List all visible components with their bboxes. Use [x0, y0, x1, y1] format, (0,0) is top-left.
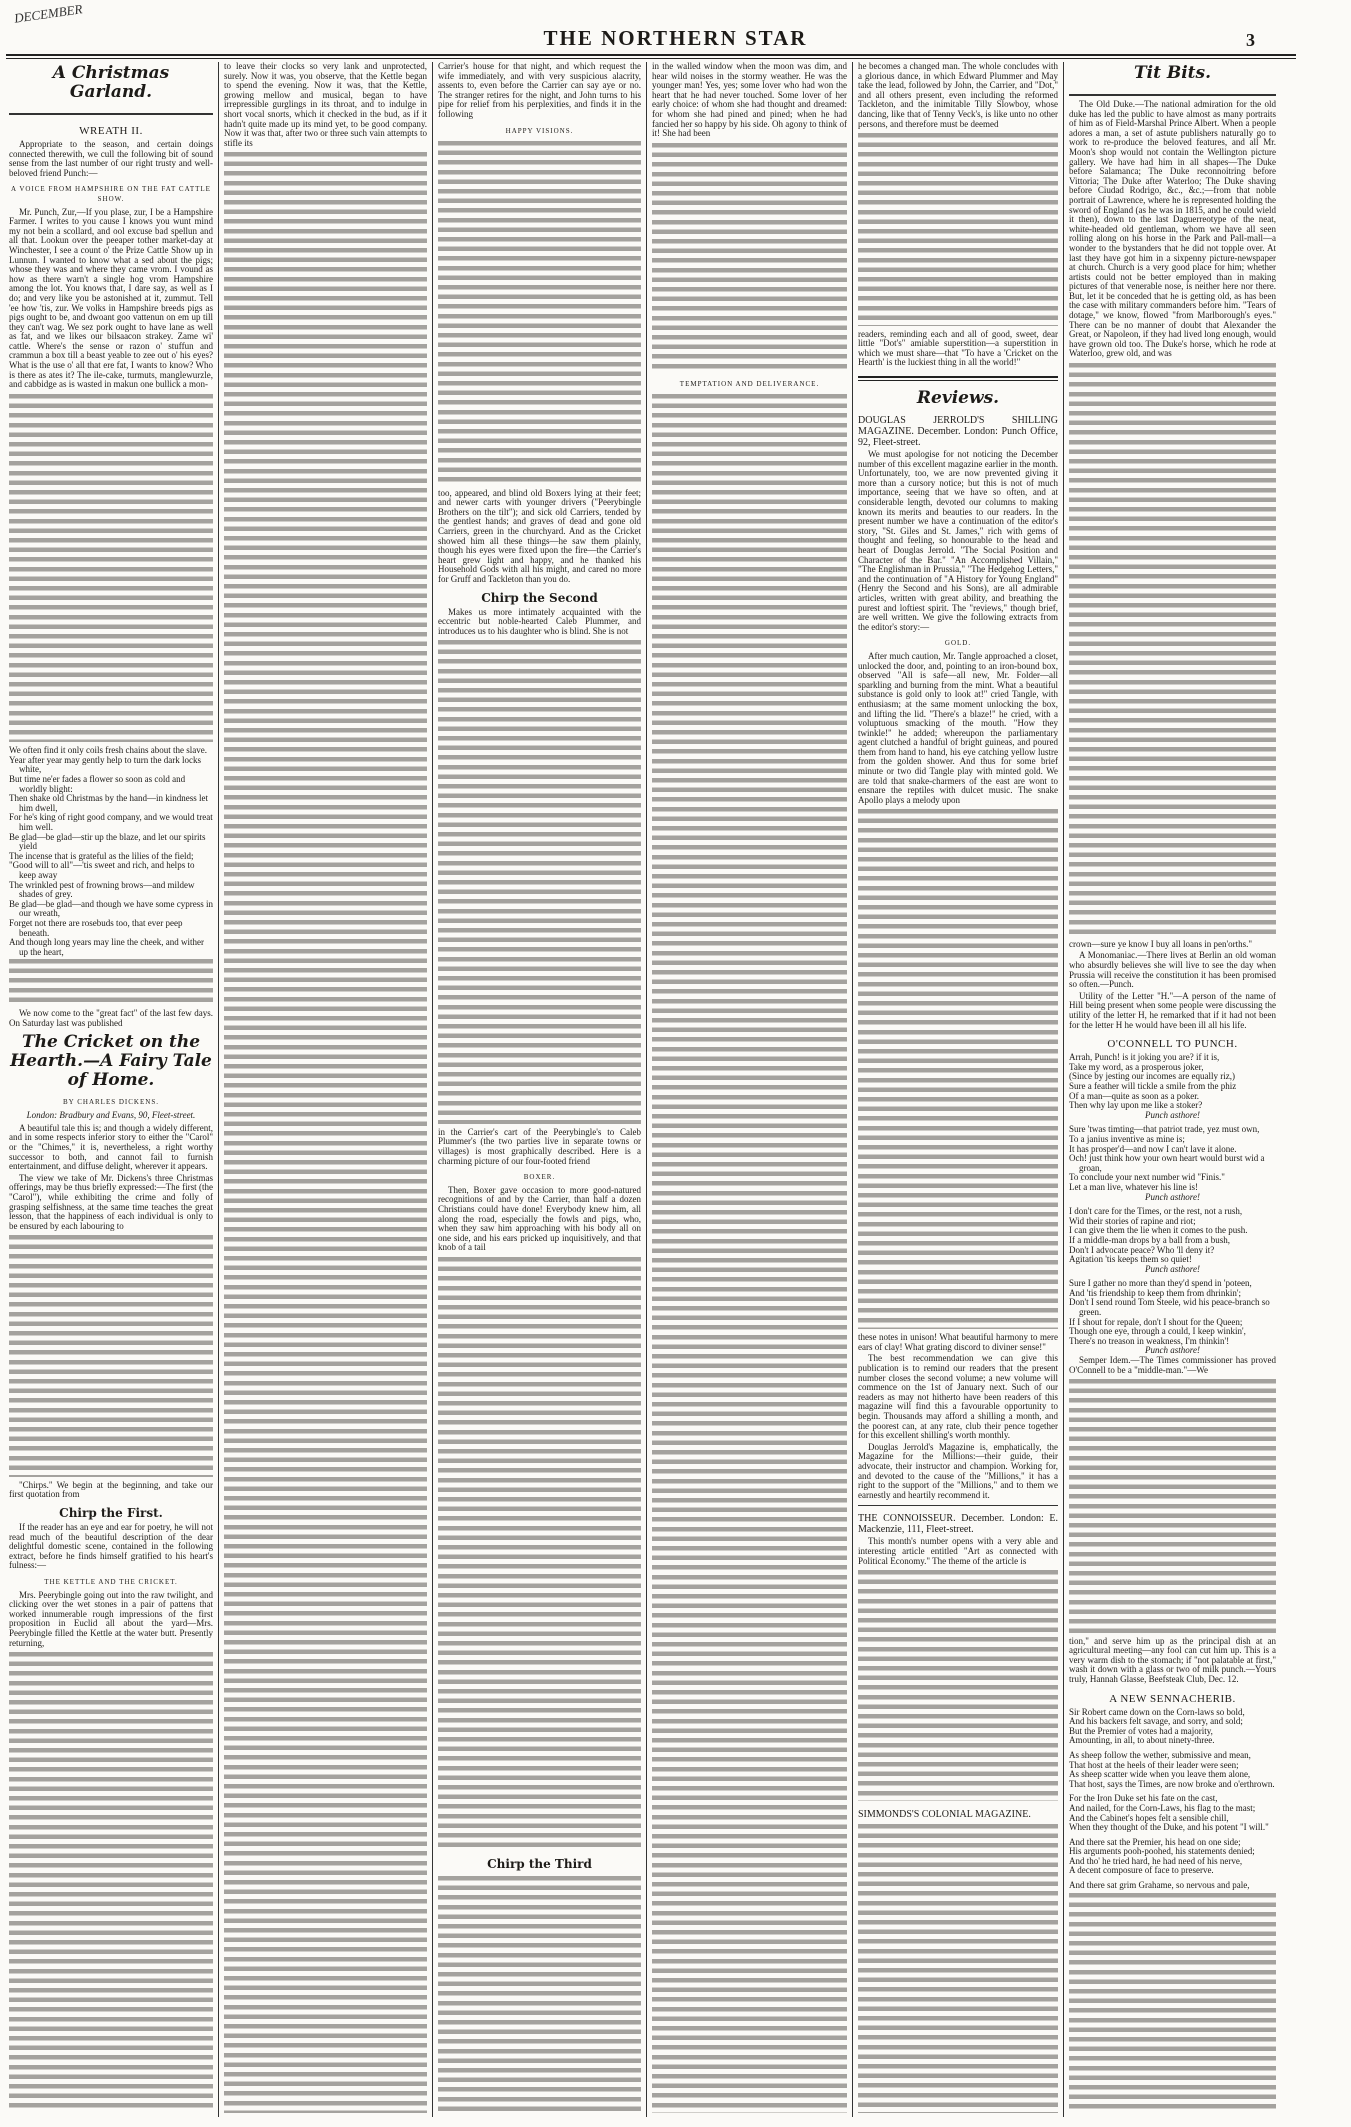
extract-title: TEMPTATION AND DELIVERANCE. — [679, 379, 820, 388]
review-heading: THE CONNOISSEUR. December. London: E. Mackenzie, 111, Fleet-street. — [858, 1513, 1058, 1536]
illegible-text-block — [438, 141, 641, 484]
review-paragraph: After much caution, Mr. Tangle approached a closet, unlocked the door, and, pointing to an iron-bound box, observed "All is safe—all new, Mr. Folder—all sparkling and burning from the mint. What a beautiful substance is gold only to look at!" cried Tangle, with enthusiasm; at the same moment unlocking the box, and lifting the lid. "There's a blaze!" he cried, with a voluptuous smacking of the mouth. "How they twinkle!" he added; whereupon the parliamentary agent clutched a handful of bright guineas, and poured them from hand to hand, his eye catching yellow lustre from the golden shower. And thus for some brief minute or two did Tangle play with minted gold. We are told that snake-charmers of the east are wont to ensnare the reptiles with dulcet music. The snake Apollo plays a melody upon — [858, 650, 1058, 805]
poem-line: The wrinkled pest of frowning brows—and mildew shades of grey. — [9, 879, 195, 900]
illegible-text-block — [224, 152, 427, 2113]
sennacherib-poem — [1069, 1708, 1276, 1891]
poem-line: Forget not there are rosebuds too, that ever peep beneath. — [9, 917, 183, 938]
poem-line: Sure I gather no more than they'd spend in 'poteen, — [1069, 1278, 1252, 1289]
tit-bit-paragraph: A Monomaniac.—There lives at Berlin an old woman who absurdly believes she will live to see the day when Prussia will receive the constitution it has been promised so often.—Punch. — [1069, 950, 1276, 990]
oconnell-poem — [1069, 1053, 1276, 1356]
illegible-text-block — [9, 394, 213, 742]
poem-line: That host, says the Times, are now broke and o'erthrown. — [1069, 1778, 1275, 1789]
column-1 — [4, 62, 218, 2117]
illegible-text-block — [1069, 1379, 1276, 1632]
article-paragraph: Then, Boxer gave occasion to more good-natured recognitions of and by the Carrier, than half a dozen Christians could have done! Everybody knew him, all along the road, especially the fowls and pigs, who, when they saw him approaching with his body all on one side, and his ears pricked up inquisitively, and that knob of a tail — [438, 1184, 641, 1253]
poem-line: There's no treason in weakness, I'm thinkin'! — [1069, 1335, 1230, 1346]
poem-line: Arrah, Punch! is it joking you are? if it is, — [1069, 1052, 1220, 1063]
section-heading-reviews: Reviews. — [916, 388, 1000, 409]
page-number: 3 — [1246, 30, 1255, 50]
article-paragraph: readers, reminding each and all of good, sweet, dear little "Dot's" amiable superstition—a superstition in which we must share—that "To have a 'Cricket on the Hearth' is the luckiest thing in all the world!" — [858, 328, 1058, 368]
illegible-text-block — [858, 809, 1058, 1329]
chirp-second-heading: Chirp the Second — [481, 590, 598, 605]
poem-line: Wid their stories of rapine and riot; — [1069, 1215, 1196, 1226]
illegible-text-block — [438, 640, 641, 1124]
great-fact-paragraph: We now come to the "great fact" of the last few days. On Saturday last was published — [9, 1008, 213, 1029]
tit-bit-paragraph: Utility of the Letter "H."—A person of the name of Hill being present when some people were discussing the utility of the letter H, he remarked that if it had not been for the letter H he would have been ill all his life. — [1069, 990, 1276, 1030]
column-3 — [432, 62, 646, 2117]
poem-line: As sheep scatter wide when you leave them alone, — [1069, 1769, 1251, 1780]
section-heading-christmas-garland: A Christmas Garland. — [52, 63, 170, 102]
article-paragraph: The view we take of Mr. Dickens's three Christmas offerings, may be thus briefly expressed:—The first (the "Carol"), while exhibiting the crime and folly of grasping selfishness, at the same time teaches the great lesson, that the happiness of each individual is only to be ensured by each labouring to — [9, 1172, 213, 1231]
poem-line: If I shout for repale, don't I shout for the Queen; — [1069, 1316, 1243, 1327]
review-paragraph: these notes in unison! What beautiful harmony to mere ears of clay! What grating discord to diviner sense!" — [858, 1332, 1058, 1352]
divider — [858, 1505, 1058, 1506]
poem-line: Though one eye, through a could, I keep winkin', — [1069, 1326, 1246, 1337]
illegible-text-block — [1069, 363, 1276, 936]
article-title-cricket-on-the-hearth: The Cricket on the Hearth.—A Fairy Tale of Home. — [10, 1031, 212, 1090]
poem-line: And though long years may line the cheek, and wither up the heart, — [9, 937, 204, 957]
article-paragraph: Mrs. Peerybingle going out into the raw twilight, and clicking over the wet stones in a pair of pattens that worked innumerable rough impressions of the first proposition in Euclid all about the yard—Mrs. Peerybingle filled the Kettle at the water butt. Presently returning, — [9, 1589, 213, 1648]
poem-line: And tho' he tried hard, he had need of his nerve, — [1069, 1855, 1243, 1866]
tit-bit-paragraph: Semper Idem.—The Times commissioner has proved O'Connell to be a "middle-man."—We — [1069, 1355, 1276, 1375]
issue-date: DECEMBER — [13, 1, 84, 26]
poem-line: His arguments pooh-poohed, his statements denied; — [1069, 1846, 1255, 1857]
masthead-rule — [6, 54, 1296, 59]
poem-line: Sure a feather will tickle a smile from the phiz — [1069, 1081, 1237, 1092]
illegible-text-block — [9, 1235, 213, 1477]
illegible-text-block — [858, 133, 1058, 326]
poem-line: It has prosper'd—and now I can't lave it alone. — [1069, 1143, 1237, 1154]
poem-line: I can give them the lie when it comes to the push. — [1069, 1225, 1248, 1236]
illegible-text-block — [858, 1824, 1058, 2113]
extract-title: HAPPY VISIONS. — [505, 126, 574, 135]
review-paragraph: We must apologise for not noticing the December number of this excellent magazine earlier in the month. Unfortunately, too, we are now prevented giving it more than a cursory notice; but this is not of much importance, seeing that we have so often, and at considerable length, devoted our columns to making known its merits and beauties to our readers. In the present number we have a continuation of the editor's story, "St. Giles and St. James," rich with gems of thought and feeling, so honourable to the head and heart of Douglas Jerrold. "The Social Position and Character of the Bar." "An Accomplished Villain," "The Englishman in Prussia," "The Hedgehog Letters," and the continuation of "A History for Young England" (Henry the Second and his Sons), are all admirable articles, written with great ability, and breathing the purest and loftiest spirit. The "reviews," though brief, are well written. We give the following extracts from the editor's story:— — [858, 449, 1058, 632]
tit-bit-paragraph: The Old Duke.—The national admiration for the old duke has led the public to have almost as many portraits of him as of Field-Marshal Prince Albert. When a people adores a man, a set of astute publishers naturally go to work to re-produce the beloved features, and all Mr. Moon's shop would not contain the Wellington picture gallery. We have had him in all shapes—The Duke before Salamanca; The Duke reconnoitring before Vittoria; The Duke after Waterloo; The Duke shaving before Ciudad Rodrigo, &c., &c.;—from that noble portrait of Lawrence, where he is represented holding the sword of England (as he was in 1815, and he could wield it then), down to the last Daguerreotype of the neat, white-headed old gentleman, whom we have all seen rolling along on his horse in the Park and Pall-mall—a wonder to the bystanders that he did not topple over. At last they have got him in a sixpenny picture-newspaper at church. Church is a very good place for him; whether artists could not be better employed than in making pictures of that venerable nose, is neither here nor there. But, let it be conceded that he is getting old, as has been the case with military commanders before him. "Tears of dotage," we know, flowed "from Marlborough's eyes." There can be no manner of doubt that Alexander the Great, or Napoleon, if they had lived long enough, would have grown old too. The Duke's horse, which he rode at Waterloo, grew old, and was — [1069, 99, 1276, 359]
illegible-text-block — [858, 1570, 1058, 1801]
tit-bit-paragraph: crown—sure ye know I buy all loans in pen'orths." — [1069, 938, 1253, 949]
review-paragraph: The best recommendation we can give this publication is to remind our readers that the present number closes the second volume; a new volume will commence on the 1st of January next. Such of our readers as may not hitherto have been readers of this magazine will find this a favourable opportunity to begin. Thousands may afford a shilling a month, and the poorest can, at any rate, club their pence together for this excellent shilling's worth monthly. — [858, 1353, 1058, 1441]
byline: BY CHARLES DICKENS. — [63, 1097, 159, 1106]
illegible-text-block — [1069, 1893, 1276, 2113]
poem-line: And 'tis friendship to keep them from dhrinkin'; — [1069, 1287, 1241, 1298]
poem-line: Take my word, as a prosperous joker, — [1069, 1061, 1204, 1072]
article-paragraph: "Chirps." We begin at the beginning, and take our first quotation from — [9, 1479, 213, 1500]
poem-line: The incense that is grateful as the lilies of the field; — [9, 850, 194, 861]
poem-line: For the Iron Duke set his fate on the cast, — [1069, 1793, 1218, 1804]
chirp-third-heading: Chirp the Third — [487, 1857, 592, 1872]
article-paragraph: in the walled window when the moon was dim, and hear wild noises in the stormy weather. He was the younger man! Yes, yes; some lover who had won the heart that he had never touched. Some lover of her early choice: of whom she had thought and dreamed: for whom she had pined and pined; when he had fancied her so happy by his side. Oh agony to think of it! She had been — [652, 61, 847, 139]
poem-line: A decent composure of face to preserve. — [1069, 1865, 1214, 1876]
poem-line: And the Cabinet's hopes felt a sensible chill, — [1069, 1812, 1229, 1823]
poem-line: Amounting, in all, to about ninety-three. — [1069, 1735, 1215, 1746]
article-paragraph: If the reader has an eye and ear for poetry, he will not read much of the beautiful description of the dear delightful domestic scene, contained in the following extract, before he finds himself gratified to his heart's fulness:— — [9, 1522, 213, 1571]
column-4 — [646, 62, 852, 2117]
poem-line: "Good will to all"—'tis sweet and rich, and helps to keep away — [9, 860, 195, 880]
section-rule — [858, 376, 1058, 381]
article-paragraph: in the Carrier's cart of the Peerybingle's to Caleb Plummer's (the two parties live in separate towns or villages) is most graphically described. Here is a charming picture of our four-footed friend — [438, 1126, 641, 1166]
decorative-rule — [1069, 89, 1276, 96]
letter-title: A VOICE FROM HAMPSHIRE ON THE FAT CATTLE SHOW. — [11, 185, 211, 203]
illegible-text-block — [652, 394, 847, 2113]
column-6 — [1063, 62, 1281, 2117]
review-heading: DOUGLAS JERROLD'S SHILLING MAGAZINE. December. London: Punch Office, 92, Fleet-street. — [858, 415, 1058, 449]
poem-line: Punch asthore! — [1145, 1109, 1200, 1120]
poem-line: Then why lay upon me like a stoker? — [1069, 1100, 1203, 1111]
poem-line: Och! just think how your own heart would burst wid a groan, — [1069, 1153, 1265, 1173]
poem-line: Punch asthore! — [1145, 1263, 1200, 1274]
poem-line: We often find it only coils fresh chains about the slave. — [9, 745, 207, 756]
poem-line: And there sat the Premier, his head on one side; — [1069, 1836, 1241, 1847]
article-paragraph: to leave their clocks so very lank and unprotected, surely. Now it was, you observe, that the Kettle began to spend the evening. Now it was, that the Kettle, growing mellow and musical, began to have irrepressible gurglings in its throat, and to indulge in short vocal snorts, which it checked in the bud, as if it hadn't quite made up its mind yet, to be good company. Now it was that, after two or three such vain attempts to stifle its — [224, 61, 427, 148]
intro-paragraph: Appropriate to the season, and certain doings connected therewith, we cull the following bit of sound sense from the last number of our right trusty and well-beloved friend Punch:— — [9, 139, 213, 178]
poem-line: For he's king of right good company, and we would treat him well. — [9, 812, 213, 833]
poem-line: I don't care for the Times, or the rest, not a rush, — [1069, 1206, 1243, 1217]
extract-title: THE KETTLE AND THE CRICKET. — [44, 1577, 178, 1586]
poem-line: Then shake old Christmas by the hand—in kindness let him dwell, — [9, 793, 208, 813]
illegible-text-block — [9, 959, 213, 1005]
hampshire-letter: Mr. Punch, Zur,—If you plase, zur, I be a Hampshire Farmer. I writes to you cause I knows you wunt mind my not bein a scollard, and ool excuse bad spellun and all that. Lookun over the peeaper tother market-day at Winchester, I see a count o' the Prize Cattle Show up in Lunnun. I wanted to know what a sed about the pigs; whose they was and where they came vrom. I vound as how as there warn't a single hog vrom Hampshire among the lot. You knows that, I dare say, as well as I do; and very like you be astonished at it, zummut. Tell 'ee how 'tis, zur. We volks in Hampshire breeds pigs as pigs ought to be, and dwoant goo vattenun on em up till they can't wag. We sez pork ought to have lane as well as fat, and we likes our bilsaacon strakey. Zame wi' cattle. Where's the sense or razon o' stuffun and crammun a box till a beast yeable to zee out o' his eyes? What is the use o' all that ere fat, I wants to know? Who is there as ates it? The ile-cake, turmuts, manglewurzle, and cabbidge as is wasted in makun one bullick a mon- — [9, 206, 213, 390]
article-paragraph: A beautiful tale this is; and though a widely different, and in some respects inferior story to either the "Carol" or the "Chimes," it is, nevertheless, a right worthy successor to both, and cannot fail to furnish entertainment, and diffuse delight, wherever it appears. — [9, 1122, 213, 1172]
poem-line: Don't I advocate peace? Who 'll deny it? — [1069, 1244, 1215, 1255]
decorative-rule — [9, 108, 213, 115]
poem-line: Be glad—be glad—and though we have some cypress in our wreath, — [9, 898, 213, 919]
poem-line: Punch asthore! — [1145, 1345, 1200, 1356]
illegible-text-block — [438, 1876, 641, 2113]
review-paragraph: This month's number opens with a very able and interesting article entitled "Art as connected with Political Economy." The theme of the article is — [858, 1536, 1058, 1566]
poem-line: Be glad—be glad—stir up the blaze, and let our spirits yield — [9, 831, 206, 852]
poem-line: To conclude your next number wid "Finis." — [1069, 1172, 1225, 1183]
extract-title: BOXER. — [523, 1173, 556, 1182]
section-heading-tit-bits: Tit Bits. — [1133, 63, 1212, 83]
tit-bit-paragraph: tion," and serve him up as the principal dish at an agricultural meeting—any fool can cut him up. This is a very warm dish to the stomach; if "not palatable at first," wash it down with a glass or two of milk punch.—Yours truly, Hannah Glasse, Beefsteak Club, Dec. 12. — [1069, 1635, 1276, 1684]
poem-line: Sir Robert came down on the Corn-laws so bold, — [1069, 1706, 1245, 1717]
illegible-text-block — [652, 143, 847, 371]
poem-line: And his backers felt savage, and sorry, and sold; — [1069, 1716, 1243, 1727]
article-paragraph: Carrier's house for that night, and which request the wife immediately, and with very suspicious alacrity, assents to, even before the Carrier can say aye or no. The stranger retires for the night, and John turns to his pipe for relief from his perplexities, and finds it in the following — [438, 61, 641, 119]
publisher-line: London: Bradbury and Evans, 90, Fleet-street. — [26, 1110, 196, 1121]
poem-line: Punch asthore! — [1145, 1191, 1200, 1202]
poem-line: But time ne'er fades a flower so soon as cold and worldly blight: — [9, 774, 186, 794]
poem-line: As sheep follow the wether, submissive and mean, — [1069, 1749, 1251, 1760]
poem-title: O'CONNELL TO PUNCH. — [1107, 1038, 1238, 1051]
poem-line: When they thought of the Duke, and his potent "I will." — [1069, 1822, 1269, 1833]
poem-line: And there sat grim Grahame, so nervous and pale, — [1069, 1880, 1250, 1891]
review-heading: SIMMONDS'S COLONIAL MAGAZINE. — [858, 1809, 1031, 1821]
poem-line: Agitation 'tis keeps them so quiet! — [1069, 1254, 1192, 1265]
newspaper-title: THE NORTHERN STAR — [543, 26, 808, 50]
poem-title: A NEW SENNACHERIB. — [1109, 1692, 1236, 1705]
chirp-first-heading: Chirp the First. — [59, 1506, 163, 1521]
illegible-text-block — [9, 1652, 213, 2113]
poem-line: That host at the heels of their leader were seen; — [1069, 1759, 1239, 1770]
article-paragraph: Makes us more intimately acquainted with the eccentric but noble-hearted Caleb Plummer, and introduces us to his daughter who is blind. She is not — [438, 606, 641, 636]
christmas-poem — [9, 746, 213, 957]
poem-line: And nailed, for the Corn-Laws, his flag to the mast; — [1069, 1802, 1256, 1813]
poem-line: If a middle-man drops by a ball from a bush, — [1069, 1234, 1230, 1245]
article-paragraph: he becomes a changed man. The whole concludes with a glorious dance, in which Edward Plummer and May take the lead, followed by John, the Carrier, and "Dot," and all others present, even including the reformed Tackleton, and the inimitable Tilly Slowboy, whose dancing, like that of Tenny Veck's, is like unto no other persons, and therefore must be deemed — [858, 61, 1058, 129]
poem-line: (Since by jesting our incomes are equally riz,) — [1069, 1071, 1235, 1082]
poem-line: Year after year may gently help to turn the dark locks white, — [9, 754, 202, 775]
illegible-text-block — [438, 1257, 641, 1849]
column-2 — [218, 62, 432, 2117]
poem-line: Don't I send round Tom Steele, wid his peace-branch so green. — [1069, 1297, 1270, 1318]
article-paragraph: too, appeared, and blind old Boxers lying at their feet; and newer carts with younger drivers ("Peerybingle Brothers on the tilt"); and sick old Carriers, tended by the gentlest hands; and graves of dead and gone old Carriers, green in the churchyard. And as the Cricket showed him all these things—he saw them plainly, though his eyes were fixed upon the fire—the Carrier's heart grew light and happy, and he thanked his Household Gods with all his might, and cared no more for Gruff and Tackleton than you do. — [438, 487, 641, 584]
wreath-heading: WREATH II. — [79, 125, 143, 137]
review-paragraph: Douglas Jerrold's Magazine is, emphatically, the Magazine for the Millions:—their guide, their advocate, their instructor and champion. Working for, and devoted to the cause of the "Millions," it has a right to the support of the "Millions," and to them we earnestly and heartily recommend it. — [858, 1441, 1058, 1500]
poem-line: Of a man—quite as soon as a poker. — [1069, 1090, 1199, 1101]
poem-line: To a janius inventive as mine is; — [1069, 1133, 1185, 1144]
column-5 — [852, 62, 1063, 2117]
poem-line: Sure 'twas timting—that patriot trade, yez must own, — [1069, 1124, 1260, 1135]
poem-line: Let a man live, whatever his line is! — [1069, 1181, 1198, 1192]
poem-line: But the Premier of votes had a majority, — [1069, 1725, 1213, 1736]
extract-title: GOLD. — [944, 639, 972, 648]
